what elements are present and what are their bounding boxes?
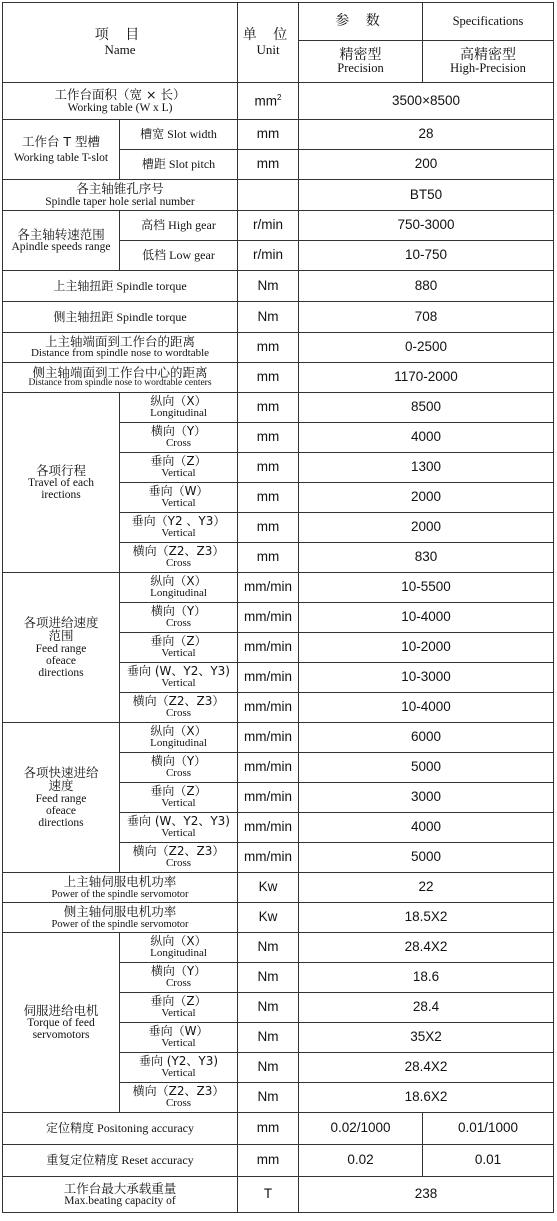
servo-value-3: 35X2 <box>299 1023 554 1053</box>
slot-width-unit: mm <box>238 120 299 150</box>
row-side-servo <box>3 903 554 933</box>
header-precision-zh: 精密型 <box>339 46 382 63</box>
side-servo-name <box>3 903 238 933</box>
side-torque-value: 708 <box>299 302 554 333</box>
row-servo-0 <box>3 933 554 963</box>
rapid-axis-1 <box>120 753 238 783</box>
rapid-unit-3: mm/min <box>238 813 299 843</box>
upper-torque-label: 上主轴扭距 Spindle torque <box>3 271 238 302</box>
reset-precision: 0.02 <box>299 1145 423 1177</box>
upper-servo-zh: 上主轴伺服电机功率 <box>63 874 177 890</box>
max-load-name <box>3 1177 238 1213</box>
specifications-table <box>2 2 554 1213</box>
positioning-label: 定位精度 Positoning accuracy <box>3 1113 238 1145</box>
feed-axis-3-zh: 垂向 (W、Y2、Y3) <box>127 664 230 679</box>
feed-unit-3: mm/min <box>238 663 299 693</box>
travel-axis-4 <box>120 513 238 543</box>
servo-unit-3: Nm <box>238 1023 299 1053</box>
rapid-name <box>3 723 120 873</box>
high-gear-label: 高档 High gear <box>120 211 238 241</box>
feed-axis-4 <box>120 693 238 723</box>
rapid-value-0: 6000 <box>299 723 554 753</box>
servo-axis-2-en: Vertical <box>161 1007 196 1020</box>
working-table-name <box>3 83 238 120</box>
rapid-axis-0-en: Longitudinal <box>150 737 207 750</box>
row-upper-torque <box>3 271 554 302</box>
upper-servo-name <box>3 873 238 903</box>
servo-axis-2 <box>120 993 238 1023</box>
servo-value-1: 18.6 <box>299 963 554 993</box>
header-item-en: Name <box>104 42 136 58</box>
rapid-axis-2-en: Vertical <box>161 797 196 810</box>
t-slot-name <box>3 120 120 180</box>
servo-unit-0: Nm <box>238 933 299 963</box>
working-table-value: 3500×8500 <box>299 83 554 120</box>
header-high-precision-zh: 高精密型 <box>460 46 517 63</box>
feed-unit-0: mm/min <box>238 573 299 603</box>
row-taper <box>3 180 554 211</box>
low-gear-label: 低档 Low gear <box>120 241 238 271</box>
servo-axis-3 <box>120 1023 238 1053</box>
servo-value-0: 28.4X2 <box>299 933 554 963</box>
side-servo-unit: Kw <box>238 903 299 933</box>
header-precision-en: Precision <box>337 61 384 76</box>
rapid-axis-0-zh: 纵向（X） <box>150 724 207 739</box>
reset-high-precision: 0.01 <box>423 1145 554 1177</box>
rapid-value-2: 3000 <box>299 783 554 813</box>
reset-label: 重复定位精度 Reset accuracy <box>3 1145 238 1177</box>
upper-distance-en: Distance from spindle nose to wordtable <box>30 347 210 360</box>
travel-value-5: 830 <box>299 543 554 573</box>
servo-value-5: 18.6X2 <box>299 1083 554 1113</box>
side-torque-label: 侧主轴扭距 Spindle torque <box>3 302 238 333</box>
feed-axis-0 <box>120 573 238 603</box>
side-torque-unit: Nm <box>238 302 299 333</box>
travel-axis-5-zh: 横向（Z2、Z3） <box>132 544 225 559</box>
upper-distance-unit: mm <box>238 333 299 363</box>
slot-pitch-unit: mm <box>238 150 299 180</box>
rapid-unit-4: mm/min <box>238 843 299 873</box>
row-rapid-0 <box>3 723 554 753</box>
upper-servo-en: Power of the spindle servomotor <box>51 888 189 900</box>
travel-value-4: 2000 <box>299 513 554 543</box>
travel-axis-0-zh: 纵向（X） <box>150 394 207 409</box>
high-gear-value: 750-3000 <box>299 211 554 241</box>
feed-axis-1 <box>120 603 238 633</box>
taper-en: Spindle taper hole serial number <box>45 195 195 208</box>
working-table-unit-sup: 2 <box>277 92 282 102</box>
feed-name <box>3 573 120 723</box>
travel-value-0: 8500 <box>299 393 554 423</box>
t-slot-en: Working table T-slot <box>13 152 109 165</box>
travel-name <box>3 393 120 573</box>
positioning-high-precision: 0.01/1000 <box>423 1113 554 1145</box>
side-distance-unit: mm <box>238 363 299 393</box>
rapid-axis-1-zh: 横向（Y） <box>150 754 207 769</box>
travel-axis-4-zh: 垂向（Y2 、Y3） <box>131 514 226 529</box>
travel-axis-5-en: Cross <box>165 557 192 570</box>
row-working-table <box>3 83 554 120</box>
working-table-zh: 工作台面积（宽 × 长） <box>54 87 186 103</box>
servo-torque-en: Torque of feed servomotors <box>27 1017 95 1042</box>
taper-unit <box>238 180 299 211</box>
travel-en: Travel of each irections <box>28 477 94 502</box>
travel-unit-0: mm <box>238 393 299 423</box>
servo-unit-2: Nm <box>238 993 299 1023</box>
feed-axis-3-en: Vertical <box>161 677 196 690</box>
feed-zh: 各项进给速度范围 <box>23 615 99 644</box>
upper-torque-value: 880 <box>299 271 554 302</box>
side-servo-value: 18.5X2 <box>299 903 554 933</box>
feed-value-2: 10-2000 <box>299 633 554 663</box>
header-unit <box>238 3 299 83</box>
header-params-en: Specifications <box>452 13 524 28</box>
rapid-value-1: 5000 <box>299 753 554 783</box>
travel-axis-5 <box>120 543 238 573</box>
rapid-axis-3-en: Vertical <box>161 827 196 840</box>
side-distance-value: 1170-2000 <box>299 363 554 393</box>
travel-unit-2: mm <box>238 453 299 483</box>
servo-axis-0 <box>120 933 238 963</box>
travel-axis-3-en: Vertical <box>161 497 196 510</box>
rapid-unit-2: mm/min <box>238 783 299 813</box>
travel-value-3: 2000 <box>299 483 554 513</box>
servo-axis-1 <box>120 963 238 993</box>
slot-pitch-value: 200 <box>299 150 554 180</box>
max-load-en: Max.beating capacity of <box>64 1195 176 1208</box>
travel-unit-4: mm <box>238 513 299 543</box>
servo-axis-5-en: Cross <box>165 1097 192 1110</box>
side-distance-name <box>3 363 238 393</box>
low-gear-unit: r/min <box>238 241 299 271</box>
servo-axis-5-zh: 横向（Z2、Z3） <box>132 1084 225 1099</box>
servo-axis-1-zh: 横向（Y） <box>150 964 207 979</box>
servo-torque-zh: 伺服进给电机 <box>23 1002 99 1018</box>
rapid-axis-2 <box>120 783 238 813</box>
servo-axis-4-zh: 垂向 (Y2、Y3) <box>138 1054 219 1069</box>
row-upper-servo <box>3 873 554 903</box>
row-feed-0 <box>3 573 554 603</box>
servo-axis-4-en: Vertical <box>161 1067 196 1080</box>
servo-value-2: 28.4 <box>299 993 554 1023</box>
header-high-precision <box>423 41 554 83</box>
travel-value-2: 1300 <box>299 453 554 483</box>
feed-axis-1-zh: 横向（Y） <box>150 604 207 619</box>
feed-axis-0-zh: 纵向（X） <box>150 574 207 589</box>
servo-axis-2-zh: 垂向（Z） <box>150 994 207 1009</box>
rapid-unit-0: mm/min <box>238 723 299 753</box>
travel-axis-0-en: Longitudinal <box>150 407 207 420</box>
travel-axis-1-zh: 横向（Y） <box>150 424 207 439</box>
feed-axis-4-zh: 横向（Z2、Z3） <box>132 694 225 709</box>
header-unit-zh: 单 位 <box>242 27 294 44</box>
rapid-axis-1-en: Cross <box>165 767 192 780</box>
upper-distance-value: 0-2500 <box>299 333 554 363</box>
high-gear-unit: r/min <box>238 211 299 241</box>
feed-unit-2: mm/min <box>238 633 299 663</box>
upper-distance-name <box>3 333 238 363</box>
upper-torque-unit: Nm <box>238 271 299 302</box>
side-distance-zh: 侧主轴端面到工作台中心的距离 <box>32 364 208 380</box>
travel-axis-0 <box>120 393 238 423</box>
feed-axis-2-zh: 垂向（Z） <box>150 634 207 649</box>
travel-value-1: 4000 <box>299 423 554 453</box>
working-table-en: Working table (W x L) <box>67 101 173 114</box>
working-table-unit-text: mm <box>254 93 278 109</box>
rapid-axis-4 <box>120 843 238 873</box>
travel-axis-3-zh: 垂向（W） <box>148 484 209 499</box>
row-upper-distance <box>3 333 554 363</box>
reset-unit: mm <box>238 1145 299 1177</box>
servo-torque-name <box>3 933 120 1113</box>
feed-value-4: 10-4000 <box>299 693 554 723</box>
servo-unit-4: Nm <box>238 1053 299 1083</box>
row-max-load <box>3 1177 554 1213</box>
travel-axis-2-en: Vertical <box>161 467 196 480</box>
row-side-distance <box>3 363 554 393</box>
spec-table-wrapper <box>2 2 553 1213</box>
rapid-en: Feed range ofeace directions <box>35 792 87 829</box>
rapid-value-4: 5000 <box>299 843 554 873</box>
rapid-axis-2-zh: 垂向（Z） <box>150 784 207 799</box>
feed-value-3: 10-3000 <box>299 663 554 693</box>
feed-axis-3 <box>120 663 238 693</box>
feed-value-1: 10-4000 <box>299 603 554 633</box>
travel-unit-3: mm <box>238 483 299 513</box>
feed-axis-4-en: Cross <box>165 707 192 720</box>
servo-unit-5: Nm <box>238 1083 299 1113</box>
feed-value-0: 10-5500 <box>299 573 554 603</box>
servo-value-4: 28.4X2 <box>299 1053 554 1083</box>
servo-axis-3-zh: 垂向（W） <box>148 1024 209 1039</box>
t-slot-zh: 工作台 T 型槽 <box>21 133 101 149</box>
side-distance-en: Distance from spindle nose to wordtable centers <box>28 378 212 389</box>
rapid-axis-3-zh: 垂向 (W、Y2、Y3) <box>127 814 230 829</box>
positioning-unit: mm <box>238 1113 299 1145</box>
header-params-zh: 参 数 <box>335 13 386 30</box>
speeds-en: Apindle speeds range <box>11 241 111 254</box>
rapid-axis-4-en: Cross <box>165 857 192 870</box>
low-gear-value: 10-750 <box>299 241 554 271</box>
taper-zh: 各主轴锥孔序号 <box>76 181 164 197</box>
side-servo-en: Power of the spindle servomotor <box>51 918 189 930</box>
rapid-unit-1: mm/min <box>238 753 299 783</box>
slot-width-label: 槽宽 Slot width <box>120 120 238 150</box>
header-params-en-cell <box>423 3 554 41</box>
rapid-zh: 各项快速进给速度 <box>23 765 99 794</box>
row-slot-width <box>3 120 554 150</box>
taper-value: BT50 <box>299 180 554 211</box>
header-item <box>3 3 238 83</box>
feed-axis-1-en: Cross <box>165 617 192 630</box>
row-reset <box>3 1145 554 1177</box>
row-side-torque <box>3 302 554 333</box>
servo-axis-5 <box>120 1083 238 1113</box>
header-item-zh: 项 目 <box>94 27 146 44</box>
upper-servo-unit: Kw <box>238 873 299 903</box>
travel-axis-2-zh: 垂向（Z） <box>150 454 207 469</box>
row-travel-0 <box>3 393 554 423</box>
speeds-zh: 各主轴转速范围 <box>17 226 105 242</box>
side-servo-zh: 侧主轴伺服电机功率 <box>63 904 177 920</box>
servo-axis-0-en: Longitudinal <box>150 947 207 960</box>
feed-axis-2-en: Vertical <box>161 647 196 660</box>
working-table-unit <box>238 83 299 120</box>
upper-distance-zh: 上主轴端面到工作台的距离 <box>45 334 196 350</box>
slot-width-value: 28 <box>299 120 554 150</box>
header-row-1 <box>3 3 554 41</box>
header-unit-en: Unit <box>256 42 280 58</box>
feed-unit-1: mm/min <box>238 603 299 633</box>
travel-zh: 各项行程 <box>35 462 86 478</box>
travel-unit-5: mm <box>238 543 299 573</box>
header-params-zh-cell <box>299 3 423 41</box>
rapid-axis-3 <box>120 813 238 843</box>
rapid-axis-4-zh: 横向（Z2、Z3） <box>132 844 225 859</box>
row-high-gear <box>3 211 554 241</box>
positioning-precision: 0.02/1000 <box>299 1113 423 1145</box>
travel-axis-1-en: Cross <box>165 437 192 450</box>
travel-axis-3 <box>120 483 238 513</box>
taper-name <box>3 180 238 211</box>
max-load-unit: T <box>238 1177 299 1213</box>
servo-unit-1: Nm <box>238 963 299 993</box>
feed-en: Feed range ofeace directions <box>35 642 87 679</box>
feed-axis-2 <box>120 633 238 663</box>
header-precision <box>299 41 423 83</box>
slot-pitch-label: 槽距 Slot pitch <box>120 150 238 180</box>
servo-axis-4 <box>120 1053 238 1083</box>
upper-servo-value: 22 <box>299 873 554 903</box>
max-load-zh: 工作台最大承载重量 <box>63 1180 177 1196</box>
travel-axis-2 <box>120 453 238 483</box>
travel-axis-1 <box>120 423 238 453</box>
max-load-value: 238 <box>299 1177 554 1213</box>
travel-axis-4-en: Vertical <box>161 527 196 540</box>
feed-unit-4: mm/min <box>238 693 299 723</box>
row-positioning <box>3 1113 554 1145</box>
servo-axis-1-en: Cross <box>165 977 192 990</box>
header-high-precision-en: High-Precision <box>450 61 526 76</box>
servo-axis-0-zh: 纵向（X） <box>150 934 207 949</box>
rapid-value-3: 4000 <box>299 813 554 843</box>
feed-axis-0-en: Longitudinal <box>150 587 207 600</box>
speeds-name <box>3 211 120 271</box>
servo-axis-3-en: Vertical <box>161 1037 196 1050</box>
rapid-axis-0 <box>120 723 238 753</box>
travel-unit-1: mm <box>238 423 299 453</box>
